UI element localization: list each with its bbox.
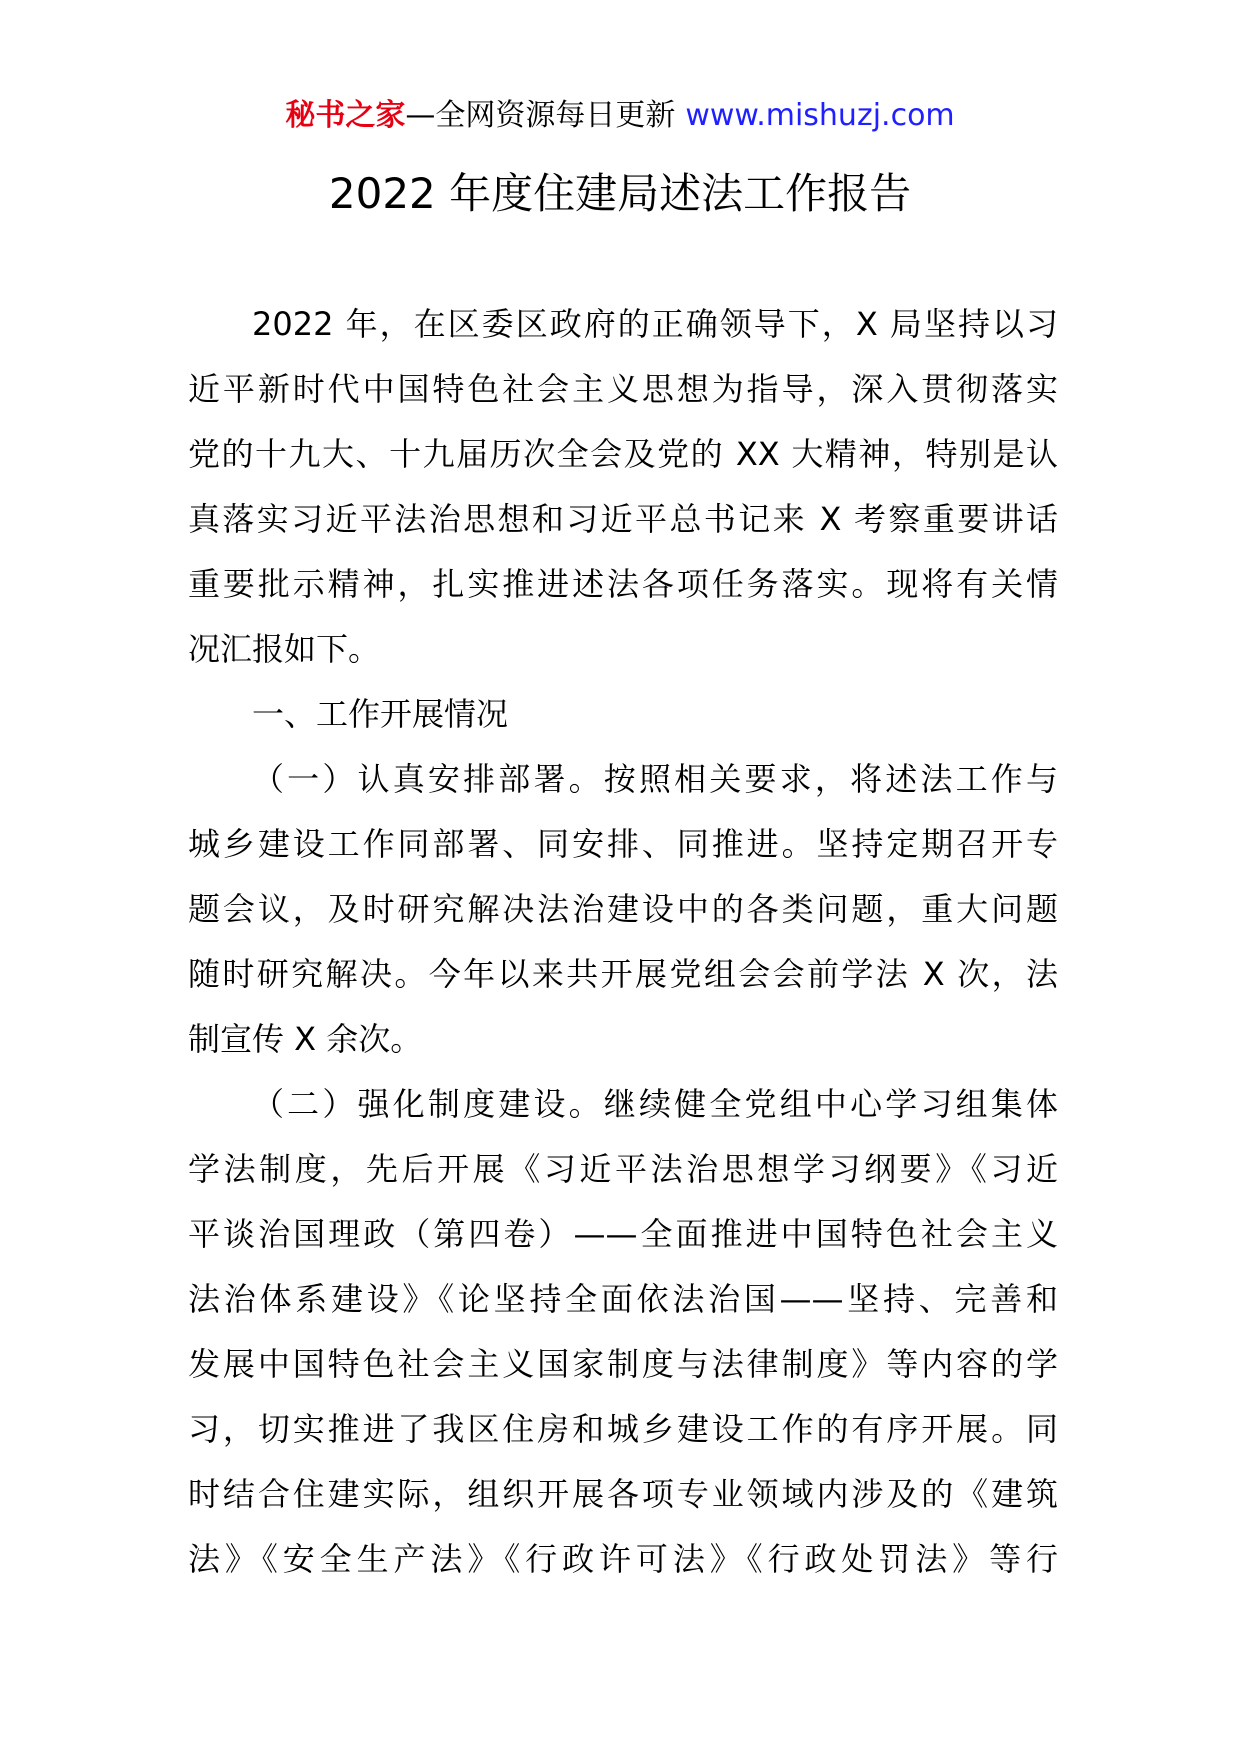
paragraph-line: 题会议，及时研究解决法治建设中的各类问题，重大问题 — [188, 890, 1058, 928]
site-header — [0, 96, 1240, 136]
paragraph-line: 随时研究解决。今年以来共开展党组会会前学法 X 次，法 — [188, 955, 1058, 993]
paragraph-line: 时结合住建实际，组织开展各项专业领域内涉及的《建筑 — [188, 1475, 1058, 1513]
paragraph-line: 习，切实推进了我区住房和城乡建设工作的有序开展。同 — [188, 1410, 1058, 1448]
document-title: 2022 年度住建局述法工作报告 — [328, 169, 912, 218]
site-slogan: —全网资源每日更新 — [405, 98, 676, 133]
paragraph-line: 近平新时代中国特色社会主义思想为指导，深入贯彻落实 — [188, 370, 1058, 408]
site-url-link[interactable]: www.mishuzj.com — [685, 98, 955, 133]
paragraph-line: 城乡建设工作同部署、同安排、同推进。坚持定期召开专 — [188, 825, 1058, 863]
paragraph-line: 学法制度，先后开展《习近平法治思想学习纲要》《习近 — [188, 1150, 1058, 1188]
paragraph-line: 党的十九大、十九届历次全会及党的 XX 大精神，特别是认 — [188, 435, 1058, 473]
paragraph-line: 况汇报如下。 — [188, 630, 381, 668]
section-heading: 一、工作开展情况 — [252, 695, 509, 733]
paragraph-line: 法》《安全生产法》《行政许可法》《行政处罚法》等行 — [188, 1540, 1058, 1578]
site-brand: 秘书之家 — [285, 98, 406, 133]
paragraph-line: 平谈治国理政（第四卷）——全面推进中国特色社会主义 — [188, 1215, 1058, 1253]
document-body — [188, 292, 1058, 1592]
paragraph-line: 制宣传 X 余次。 — [188, 1020, 423, 1058]
paragraph-line: 重要批示精神，扎实推进述法各项任务落实。现将有关情 — [188, 565, 1058, 603]
paragraph-line: 2022 年，在区委区政府的正确领导下，X 局坚持以习 — [252, 305, 1058, 343]
paragraph-line: 发展中国特色社会主义国家制度与法律制度》等内容的学 — [188, 1345, 1058, 1383]
paragraph-line: （二）强化制度建设。继续健全党组中心学习组集体 — [252, 1085, 1058, 1123]
paragraph-line: （一）认真安排部署。按照相关要求，将述法工作与 — [252, 760, 1058, 798]
paragraph-line: 法治体系建设》《论坚持全面依法治国——坚持、完善和 — [188, 1280, 1058, 1318]
paragraph-line: 真落实习近平法治思想和习近平总书记来 X 考察重要讲话 — [188, 500, 1058, 538]
